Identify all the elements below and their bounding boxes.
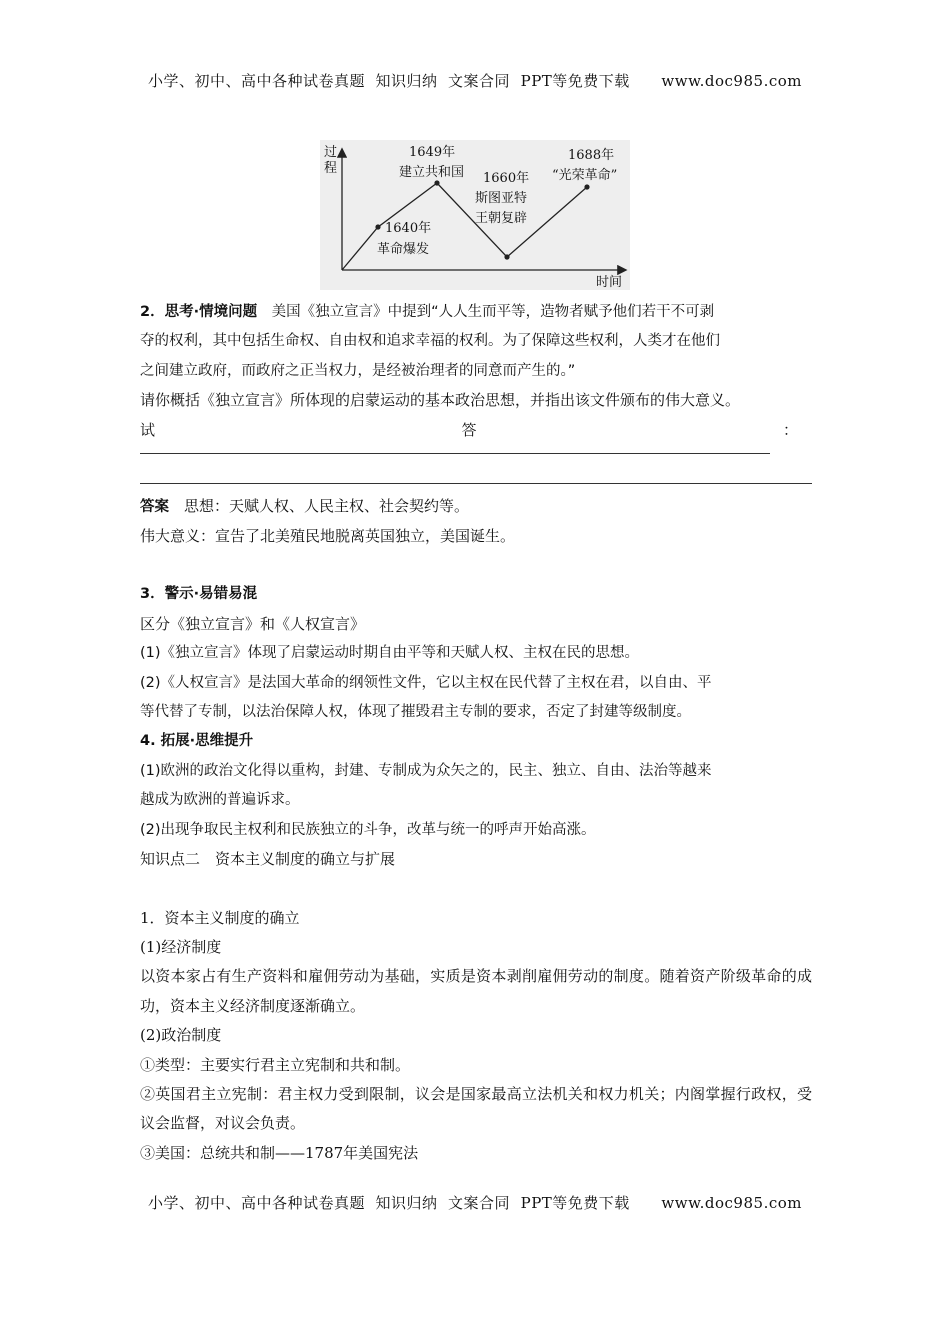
label-1660-year: 1660年 xyxy=(483,171,530,186)
point-1640 xyxy=(375,224,380,229)
point-1660 xyxy=(504,254,509,259)
section2-question: 请你概括《独立宣言》所体现的启蒙运动的基本政治思想，并指出该文件颁布的伟大意义。 xyxy=(140,391,741,410)
section3-subtitle: 区分《独立宣言》和《人权宣言》 xyxy=(140,614,366,633)
point-1688 xyxy=(584,184,589,189)
section4-heading: 4. 拓展·思维提升 xyxy=(140,733,254,750)
section2-quote-intro: 美国《独立宣言》中提到 xyxy=(257,304,432,320)
label-1688-year: 1688年 xyxy=(568,148,615,163)
y-axis-label-2: 程 xyxy=(324,161,338,176)
answer-label: 答案 xyxy=(140,498,169,515)
answer-line-2: 伟大意义：宣告了北美殖民地脱离英国独立，美国诞生。 xyxy=(140,527,516,546)
knowledge2-c1: ①类型：主要实行君主立宪制和共和制。 xyxy=(140,1055,411,1074)
knowledge2-s1-1-text: 以资本家占有生产资料和雇佣劳动为基础，实质是资本剥削雇佣劳动的制度。随着资产阶级革命的成功，资本主义经济制度逐渐确立。 xyxy=(140,967,812,1015)
label-1660-event-1: 斯图亚特 xyxy=(475,191,528,206)
section3-item2-line2: 等代替了专制，以法治保障人权，体现了摧毁君主专制的要求，否定了封建等级制度。 xyxy=(140,704,691,721)
section4-item1-line2: 越成为欧洲的普遍诉求。 xyxy=(140,792,300,809)
page-footer: 小学、初中、高中各种试卷真题 知识归纳 文案合同 PPT等免费下载 www.doc985.com xyxy=(147,1194,802,1212)
answer-char: 答 xyxy=(461,420,477,439)
label-1640-event: 革命爆发 xyxy=(377,242,430,257)
knowledge2-c2: ②英国君主立宪制：君主权力受到限制，议会是国家最高立法机关和权力机关；内阁掌握行政权，受议会监督，对议会负责。 xyxy=(140,1084,812,1133)
knowledge2-s1-2: (2)政治制度 xyxy=(140,1026,222,1045)
process-chart xyxy=(320,140,630,290)
section2-quote-line2: 夺的权利，其中包括生命权、自由权和追求幸福的权利。为了保障这些权利，人类才在他们 xyxy=(140,333,720,350)
section4-item2: (2)出现争取民主权利和民族独立的斗争，改革与统一的呼声开始高涨。 xyxy=(140,821,596,838)
label-1688-event: “光荣革命” xyxy=(552,168,618,183)
answer-blank-line-2[interactable] xyxy=(140,483,812,484)
y-axis-label-1: 过 xyxy=(324,145,338,160)
knowledge2-s1: 1．资本主义制度的确立 xyxy=(140,908,300,927)
label-1640-year: 1640年 xyxy=(385,221,432,236)
label-1660-event-2: 王朝复辟 xyxy=(475,211,528,226)
label-1649-year: 1649年 xyxy=(409,145,456,160)
section4-item1-line1: (1)欧洲的政治文化得以重构，封建、专制成为众矢之的，民主、独立、自由、法治等越来 xyxy=(140,762,712,779)
section3-item2-line1: (2)《人权宣言》是法国大革命的纲领性文件，它以主权在民代替了主权在君，以自由、平 xyxy=(140,674,712,691)
page-header: 小学、初中、高中各种试卷真题 知识归纳 文案合同 PPT等免费下载 www.doc985.com xyxy=(147,72,802,90)
knowledge2-c3: ③美国：总统共和制——1787年美国宪法 xyxy=(140,1143,419,1162)
answer-line-1 xyxy=(140,492,812,522)
try-char: 试 xyxy=(140,420,156,439)
point-1649 xyxy=(434,180,439,185)
main-content xyxy=(140,297,812,1168)
answer-thought: 思想：天赋人权、人民主权、社会契约等。 xyxy=(169,496,470,515)
label-1649-event: 建立共和国 xyxy=(399,165,465,180)
section3-heading: 3．警示·易错易混 xyxy=(140,586,258,603)
section2-quote-line3: 之间建立政府，而政府之正当权力，是经被治理者的同意而产生的。” xyxy=(140,362,576,379)
knowledge2-s1-1: (1)经济制度 xyxy=(140,937,222,956)
section2-quote-line1: “人人生而平等，造物者赋予他们若干不可剥 xyxy=(431,304,715,320)
try-answer-row xyxy=(140,416,798,445)
x-axis-label: 时间 xyxy=(596,275,623,290)
section3-item1: (1)《独立宣言》体现了启蒙运动时期自由平等和天赋人权、主权在民的思想。 xyxy=(140,645,640,662)
section2-first-line xyxy=(140,297,812,327)
colon-char: ： xyxy=(782,420,798,439)
answer-blank-line-1[interactable] xyxy=(140,453,770,454)
knowledge2-title: 知识点二 资本主义制度的确立与扩展 xyxy=(140,850,396,869)
revolution-process-diagram xyxy=(320,140,630,290)
section2-heading: 2．思考·情境问题 xyxy=(140,304,258,320)
